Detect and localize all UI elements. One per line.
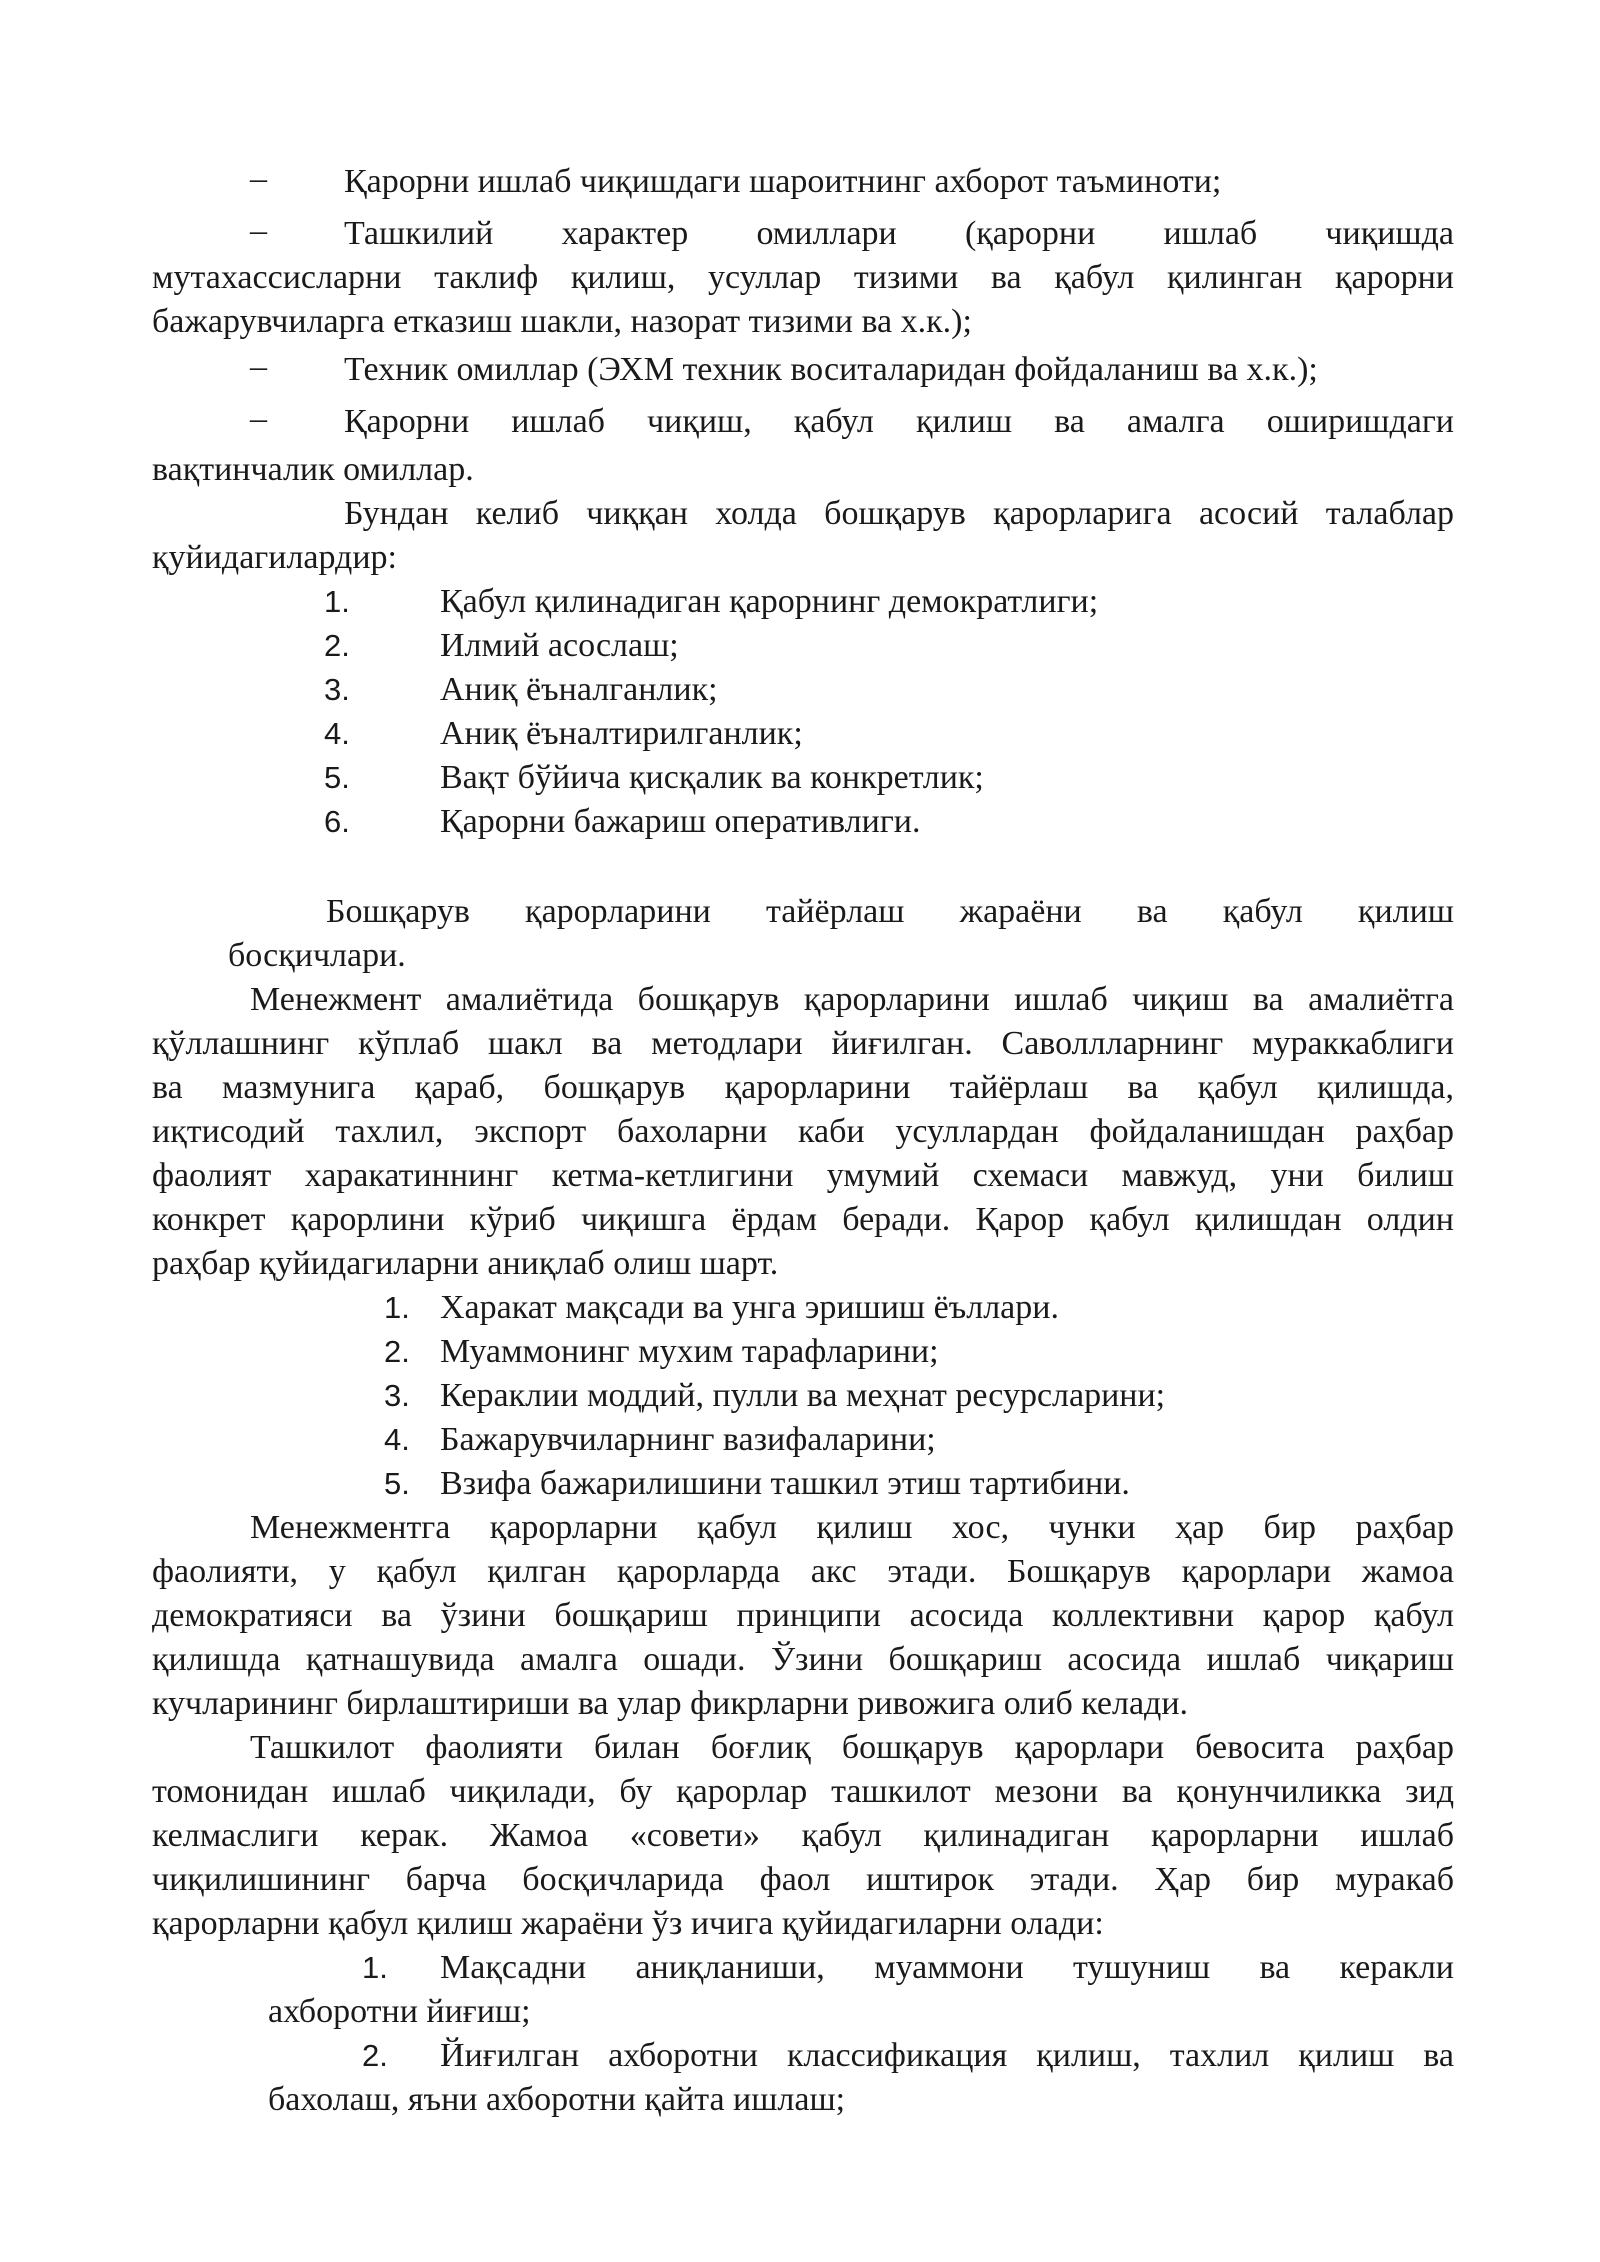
dash-item-4-line-2: вақтинчалик омиллар. bbox=[152, 451, 474, 488]
dash-item-2-line-3: бажарувчиларга етказиш шакли, назорат тизими ва х.к.); bbox=[152, 303, 972, 340]
requirement-number: 6. bbox=[324, 804, 350, 839]
paragraph-2-line: қилишда қатнашувида амалга ошади. Ўзини бошқариш асосида ишлаб чиқариш bbox=[152, 1641, 1454, 1678]
paragraph-2-line: кучларининг бирлаштириши ва улар фикрларни ривожига олиб келади. bbox=[152, 1685, 1189, 1722]
step-item: Бажарувчиларнинг вазифаларини; bbox=[440, 1421, 936, 1458]
paragraph-1-line: ва мазмунига қараб, бошқарув қарорларини тайёрлаш ва қабул қилишда, bbox=[152, 1069, 1454, 1106]
requirement-item: Аниқ ёъналтирилганлик; bbox=[440, 715, 803, 752]
requirement-number: 5. bbox=[324, 760, 350, 795]
step-number: 5. bbox=[384, 1466, 410, 1501]
paragraph-3-line: қарорларни қабул қилиш жараёни ўз ичига қуйидагиларни олади: bbox=[152, 1905, 1104, 1942]
section-heading-line-2: босқичлари. bbox=[228, 937, 406, 974]
paragraph-3-line: томонидан ишлаб чиқилади, бу қарорлар ташкилот мезони ва қонунчиликка зид bbox=[152, 1773, 1454, 1810]
step-number: 3. bbox=[384, 1378, 410, 1413]
step-item: Харакат мақсади ва унга эришиш ёъллари. bbox=[440, 1289, 1059, 1326]
dash-item-2-line-1: Ташкилий характер омиллари (қарорни ишлаб чиқишда bbox=[344, 215, 1454, 252]
requirement-item: Вақт бўйича қисқалик ва конкретлик; bbox=[440, 759, 984, 796]
process-item-line-1: Йиғилган ахборотни классификация қилиш, тахлил қилиш ва bbox=[440, 2037, 1454, 2074]
requirement-number: 1. bbox=[324, 584, 350, 619]
paragraph-1-line: Менежмент амалиётида бошқарув қарорларини ишлаб чиқиш ва амалиётга bbox=[250, 981, 1454, 1018]
process-item-number: 1. bbox=[362, 1950, 388, 1985]
requirement-number: 2. bbox=[324, 628, 350, 663]
requirement-item: Илмий асослаш; bbox=[440, 627, 679, 664]
step-number: 1. bbox=[384, 1290, 410, 1325]
dash-item-4-line-1: Қарорни ишлаб чиқиш, қабул қилиш ва амалга оширишдаги bbox=[344, 403, 1454, 440]
paragraph-3-line: келмаслиги керак. Жамоа «совети» қабул қилинадиган қарорларни ишлаб bbox=[152, 1817, 1454, 1854]
dash-item-1: Қарорни ишлаб чиқишдаги шароитнинг ахборот таъминоти; bbox=[344, 163, 1222, 200]
paragraph-3-line: Ташкилот фаолияти билан боғлиқ бошқарув қарорлари бевосита раҳбар bbox=[250, 1729, 1454, 1766]
requirement-number: 3. bbox=[324, 672, 350, 707]
process-item-line-2: бахолаш, яъни ахборотни қайта ишлаш; bbox=[268, 2081, 846, 2118]
requirement-item: Аниқ ёъналганлик; bbox=[440, 671, 718, 708]
requirement-number: 4. bbox=[324, 716, 350, 751]
requirements-intro-line-1: Бундан келиб чиққан холда бошқарув қарорларига асосий талаблар bbox=[344, 495, 1454, 532]
step-number: 4. bbox=[384, 1422, 410, 1457]
dash-bullet: – bbox=[250, 400, 267, 437]
step-item: Муаммонинг мухим тарафларини; bbox=[440, 1333, 939, 1370]
paragraph-3-line: чиқилишининг барча босқичларида фаол иштирок этади. Ҳар бир муракаб bbox=[152, 1861, 1454, 1898]
step-item: Кераклии моддий, пулли ва меҳнат ресурсларини; bbox=[440, 1377, 1166, 1414]
paragraph-1-line: қўллашнинг кўплаб шакл ва методлари йиғилган. Саволлларнинг мураккаблиги bbox=[152, 1025, 1454, 1062]
step-number: 2. bbox=[384, 1334, 410, 1369]
process-item-number: 2. bbox=[362, 2038, 388, 2073]
dash-bullet: – bbox=[250, 212, 267, 249]
dash-item-2-line-2: мутахассисларни таклиф қилиш, усуллар тизими ва қабул қилинган қарорни bbox=[152, 259, 1454, 296]
requirement-item: Қабул қилинадиган қарорнинг демократлиги; bbox=[440, 583, 1099, 620]
process-item-line-2: ахборотни йиғиш; bbox=[268, 1993, 531, 2030]
requirements-intro-line-2: қуйидагилардир: bbox=[152, 539, 397, 576]
paragraph-2-line: фаолияти, у қабул қилган қарорларда акс этади. Бошқарув қарорлари жамоа bbox=[152, 1553, 1454, 1590]
dash-item-3: Техник омиллар (ЭХМ техник воситаларидан фойдаланиш ва х.к.); bbox=[344, 351, 1318, 388]
section-heading-line-1: Бошқарув қарорларини тайёрлаш жараёни ва қабул қилиш bbox=[326, 893, 1454, 930]
paragraph-1-line: конкрет қарорлини кўриб чиқишга ёрдам беради. Қарор қабул қилишдан олдин bbox=[152, 1201, 1454, 1238]
paragraph-1-line: иқтисодий тахлил, экспорт бахоларни каби усуллардан фойдаланишдан раҳбар bbox=[152, 1113, 1454, 1150]
paragraph-1-line: раҳбар қуйидагиларни аниқлаб олиш шарт. bbox=[152, 1245, 779, 1282]
step-item: Взифа бажарилишини ташкил этиш тартибини. bbox=[440, 1465, 1130, 1502]
paragraph-2-line: Менежментга қарорларни қабул қилиш хос, чунки ҳар бир раҳбар bbox=[250, 1509, 1454, 1546]
dash-bullet: – bbox=[250, 348, 267, 385]
requirement-item: Қарорни бажариш оперативлиги. bbox=[440, 803, 921, 840]
paragraph-2-line: демократияси ва ўзини бошқариш принципи асосида коллективни қарор қабул bbox=[152, 1597, 1454, 1634]
paragraph-1-line: фаолият харакатиннинг кетма-кетлигини умумий схемаси мавжуд, уни билиш bbox=[152, 1157, 1454, 1194]
process-item-line-1: Мақсадни аниқланиши, муаммони тушуниш ва керакли bbox=[440, 1949, 1454, 1986]
dash-bullet: – bbox=[250, 160, 267, 197]
